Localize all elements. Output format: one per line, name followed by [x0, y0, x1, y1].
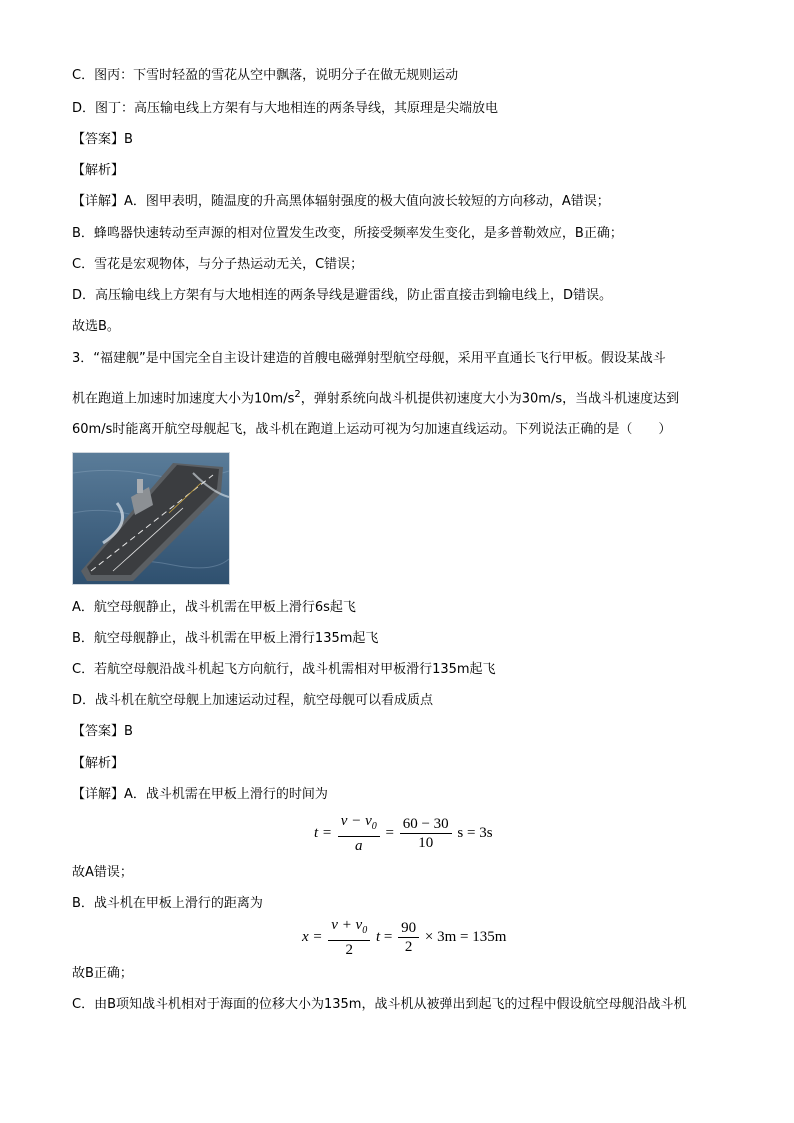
conclusion-b-q3: 故B正确； [72, 966, 133, 981]
formula-time-frac-2 [400, 815, 452, 852]
formula-distance [302, 916, 506, 959]
option-b-q3: B．航空母舰静止，战斗机需在甲板上滑行135m起飞 [72, 631, 379, 646]
option-c-q3: C．若航空母舰沿战斗机起飞方向航行，战斗机需相对甲板滑行135m起飞 [72, 662, 496, 677]
formula-time [314, 812, 493, 855]
aircraft-carrier-illustration [73, 453, 229, 584]
formula-time-num-1 [338, 812, 380, 837]
aircraft-carrier-photo [72, 452, 230, 585]
question-3-exponent: 2 [294, 389, 301, 400]
explanation-q2-b: B．蜂鸣器快速转动至声源的相对位置发生改变，所接受频率发生变化，是多普勒效应，B正确； [72, 226, 623, 241]
option-a-q3: A．航空母舰静止，战斗机需在甲板上滑行6s起飞 [72, 600, 356, 615]
explanation-q3-a: 【详解】A．战斗机需在甲板上滑行的时间为 [72, 787, 328, 802]
question-3-line-1: 3．“福建舰”是中国完全自主设计建造的首艘电磁弹射型航空母舰，采用平直通长飞行甲板。假设某战斗 [72, 351, 666, 366]
question-3-line-2a: 机在跑道上加速时加速度大小为10m/s [72, 391, 295, 407]
explanation-q3-c: C．由B项知战斗机相对于海面的位移大小为135m，战斗机从被弹出到起飞的过程中假设航空母舰沿战斗机 [72, 997, 687, 1012]
formula-distance-num-2: 90 [398, 919, 419, 938]
formula-time-den-1: a [355, 838, 363, 854]
formula-distance-eq: = [383, 928, 393, 945]
formula-distance-var: t [375, 928, 381, 945]
formula-time-lhs: t = [314, 824, 333, 841]
analysis-label-q3: 【解析】 [72, 756, 125, 771]
formula-distance-frac-1 [328, 916, 370, 959]
explanation-q2-d: D．高压输电线上方架有与大地相连的两条导线是避雷线，防止雷直接击到输电线上，D错误。 [72, 288, 613, 303]
explanation-q3-b: B．战斗机在甲板上滑行的距离为 [72, 896, 263, 911]
formula-time-num-1-text: v − v [340, 813, 372, 829]
formula-distance-frac-2 [398, 919, 419, 956]
formula-distance-num-1 [328, 916, 370, 941]
answer-label-q3: 【答案】B [72, 724, 133, 739]
question-3-line-3: 60m/s时能离开航空母舰起飞，战斗机在跑道上运动可视为匀加速直线运动。下列说法正确的是（ ） [72, 422, 672, 437]
formula-distance-den-2: 2 [404, 939, 413, 955]
formula-time-num-1-sub: 0 [371, 821, 377, 832]
formula-time-frac-1 [338, 812, 380, 855]
formula-distance-den-1: 2 [345, 942, 353, 958]
conclusion-q2: 故选B。 [72, 319, 120, 334]
answer-label-q2: 【答案】B [72, 132, 133, 147]
explanation-q2-a: 【详解】A．图甲表明，随温度的升高黑体辐射强度的极大值向波长较短的方向移动，A错误； [72, 194, 610, 209]
analysis-label-q2: 【解析】 [72, 163, 125, 178]
formula-time-num-2: 60 − 30 [400, 815, 452, 834]
formula-distance-num-1-text: v + v [331, 917, 363, 933]
question-3-line-2b: ，弹射系统向战斗机提供初速度大小为30m/s，当战斗机速度达到 [300, 391, 680, 407]
option-d-q2: D．图丁：高压输电线上方架有与大地相连的两条导线，其原理是尖端放电 [72, 101, 499, 116]
explanation-q2-c: C．雪花是宏观物体，与分子热运动无关，C错误； [72, 257, 364, 272]
option-c-q2: C．图丙：下雪时轻盈的雪花从空中飘落，说明分子在做无规则运动 [72, 68, 459, 83]
formula-distance-rhs: × 3m = 135m [424, 928, 507, 945]
option-d-q3: D．战斗机在航空母舰上加速运动过程，航空母舰可以看成质点 [72, 693, 434, 708]
formula-time-eq: = [385, 824, 394, 841]
formula-time-den-2: 10 [418, 835, 434, 851]
formula-distance-num-1-sub: 0 [362, 925, 368, 936]
conclusion-a-q3: 故A错误； [72, 865, 133, 880]
question-3-line-2 [72, 386, 679, 408]
formula-distance-lhs: x = [302, 928, 323, 945]
formula-time-rhs: s = 3s [457, 824, 493, 841]
